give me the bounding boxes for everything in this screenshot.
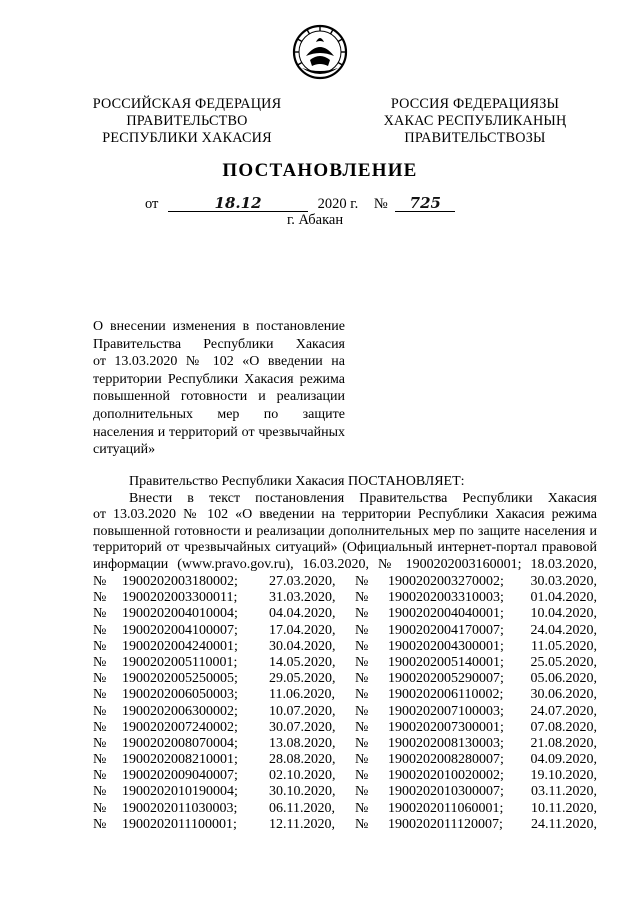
number-sign: № [355,671,369,687]
number-sign: № [355,703,369,719]
registry-number: 1900202004100007; [122,622,238,638]
registry-row [93,704,597,720]
registry-number: 1900202007240002; [122,719,238,735]
number-sign: № [355,800,369,816]
publication-date: 24.07.2020, [530,703,597,719]
subject-block [93,318,345,459]
header-left-line: ПРАВИТЕЛЬСТВО [126,113,248,129]
registry-number: 1900202008280007; [388,752,504,768]
publication-date: 30.03.2020, [530,574,597,589]
number-sign: № [355,654,369,670]
registry-row [93,606,597,622]
registry-number: 1900202010300007; [388,784,504,800]
header-right-block [370,96,580,147]
subject-line: дополнительных мер по защите [93,406,345,422]
registry-number: 1900202003300011; [122,590,238,606]
number-sign: № [373,196,388,212]
date-field [168,194,308,212]
registry-number: 1900202003180002; [122,574,238,589]
city-label: г. Абакан [287,212,344,228]
number-sign: № [93,590,107,606]
body-line: повышенной готовности и реализации дополнительных мер по защите населения и [93,523,597,539]
registry-number: 1900202011100001; [122,816,237,832]
registry-number: 1900202005110001; [122,654,238,670]
publication-date: 30.06.2020, [530,687,597,703]
publication-registry [93,574,597,833]
registry-number: 1900202011060001; [388,800,504,816]
registry-number: 1900202008070004; [122,735,238,751]
registry-row [93,655,597,671]
publication-date: 04.09.2020, [530,752,597,768]
registry-row [93,752,597,768]
publication-date: 21.08.2020, [530,735,597,751]
publication-date: 04.04.2020, [269,606,336,622]
publication-date: 10.04.2020, [530,606,597,622]
number-sign: № [355,590,369,606]
number-sign: № [93,687,107,703]
registry-number: 1900202010190004; [122,784,238,800]
header-right-line: ПРАВИТЕЛЬСТВОЗЫ [404,130,546,146]
header-right-line: РОССИЯ ФЕДЕРАЦИЯЗЫ [390,96,560,112]
publication-date: 14.05.2020, [269,654,336,670]
registry-number: 1900202006300002; [122,703,238,719]
publication-date: 28.08.2020, [269,752,336,768]
number-sign: № [355,768,369,784]
subject-line: территории Республики Хакасия режима [93,371,345,387]
date-prefix: от [145,196,159,212]
registry-row [93,817,597,833]
number-sign: № [93,703,107,719]
header-left-line: РОССИЙСКАЯ ФЕДЕРАЦИЯ [92,96,282,112]
registry-number: 1900202008130003; [388,735,504,751]
subject-line: ситуаций» [93,442,156,458]
number-sign: № [93,654,107,670]
date-number-line [145,194,455,213]
number-sign: № [93,752,107,768]
registry-number: 1900202004170007; [388,622,504,638]
publication-date: 31.03.2020, [269,590,336,606]
number-sign: № [93,784,107,800]
registry-row [93,590,597,606]
registry-row [93,801,597,817]
registry-number: 1900202008210001; [122,752,238,768]
registry-number: 1900202005140001; [388,654,504,670]
number-sign: № [355,687,369,703]
number-sign: № [93,735,107,751]
publication-date: 17.04.2020, [269,622,336,638]
registry-row [93,736,597,752]
publication-date: 24.04.2020, [530,622,597,638]
body-text [93,474,597,574]
registry-row [93,720,597,736]
publication-date: 03.11.2020, [531,784,597,800]
registry-row [93,784,597,800]
publication-date: 06.11.2020, [269,800,335,816]
body-line: информации (www.pravo.gov.ru), 16.03.2020, № 1900202003160001; 18.03.2020, [93,556,597,572]
number-sign: № [93,800,107,816]
publication-date: 12.11.2020, [269,816,335,832]
publication-date: 19.10.2020, [530,768,597,784]
number-field [395,194,455,212]
publication-date: 10.07.2020, [269,703,336,719]
number-sign: № [93,816,107,832]
registry-number: 1900202004240001; [122,638,238,654]
header-right-line: ХАКАС РЕСПУБЛИКАНЫҢ [383,113,567,129]
publication-date: 25.05.2020, [530,654,597,670]
registry-number: 1900202010020002; [388,768,504,784]
number-sign: № [93,622,107,638]
subject-line: Правительства Республики Хакасия [93,336,345,352]
publication-date: 01.04.2020, [530,590,597,606]
publication-date: 10.11.2020, [531,800,597,816]
registry-number: 1900202011030003; [122,800,238,816]
header-left-line: РЕСПУБЛИКИ ХАКАСИЯ [102,130,272,146]
body-line: территорий от чрезвычайных ситуаций» (Официальный интернет-портал правовой [93,540,597,556]
registry-number: 1900202003270002; [388,574,504,589]
number-sign: № [355,574,369,589]
publication-date: 11.06.2020, [269,687,335,703]
registry-row [93,671,597,687]
publication-date: 13.08.2020, [269,735,336,751]
registry-number: 1900202005250005; [122,671,238,687]
number-sign: № [93,574,107,589]
number-sign: № [93,768,107,784]
registry-number: 1900202007100003; [388,703,504,719]
body-line: от 13.03.2020 № 102 «О введении на территории Республики Хакасия режима [93,507,597,523]
publication-date: 07.08.2020, [530,719,597,735]
subject-line: О внесении изменения в постановление [93,319,345,334]
publication-date: 24.11.2020, [531,816,597,832]
subject-line: населения и территорий от чрезвычайных [93,424,345,440]
publication-date: 30.04.2020, [269,638,336,654]
registry-row [93,768,597,784]
year-label: 2020 г. [317,196,359,212]
number-sign: № [355,622,369,638]
number-sign: № [93,606,107,622]
number-sign: № [355,752,369,768]
number-sign: № [93,671,107,687]
publication-date: 30.10.2020, [269,784,336,800]
publication-date: 05.06.2020, [530,671,597,687]
number-sign: № [355,816,369,832]
publication-date: 30.07.2020, [269,719,336,735]
registry-number: 1900202011120007; [388,816,503,832]
handwritten-date: 18.12 [214,194,262,212]
registry-row [93,687,597,703]
number-sign: № [93,638,107,654]
registry-row [93,574,597,590]
registry-number: 1900202004300001; [388,638,504,654]
decree-statement: Правительство Республики Хакасия ПОСТАНОВЛЯЕТ: [129,474,465,489]
subject-line: повышенной готовности и реализации [93,389,345,405]
body-line: Внести в текст постановления Правительства Республики Хакасия [129,490,597,506]
coat-of-arms-emblem [292,22,348,80]
registry-number: 1900202006110002; [388,687,504,703]
document-title: ПОСТАНОВЛЕНИЕ [222,160,418,181]
subject-line: от 13.03.2020 № 102 «О введении на [93,354,345,370]
registry-number: 1900202009040007; [122,768,238,784]
header-left-block [82,96,292,147]
registry-row [93,623,597,639]
number-sign: № [355,638,369,654]
handwritten-number: 725 [409,194,441,212]
number-sign: № [93,719,107,735]
publication-date: 11.05.2020, [531,638,597,654]
registry-number: 1900202003310003; [388,590,504,606]
publication-date: 27.03.2020, [269,574,336,589]
number-sign: № [355,735,369,751]
publication-date: 29.05.2020, [269,671,336,687]
registry-number: 1900202004010004; [122,606,238,622]
registry-number: 1900202006050003; [122,687,238,703]
registry-row [93,639,597,655]
number-sign: № [355,606,369,622]
registry-number: 1900202004040001; [388,606,504,622]
number-sign: № [355,784,369,800]
publication-date: 02.10.2020, [269,768,336,784]
registry-number: 1900202007300001; [388,719,504,735]
registry-number: 1900202005290007; [388,671,504,687]
number-sign: № [355,719,369,735]
